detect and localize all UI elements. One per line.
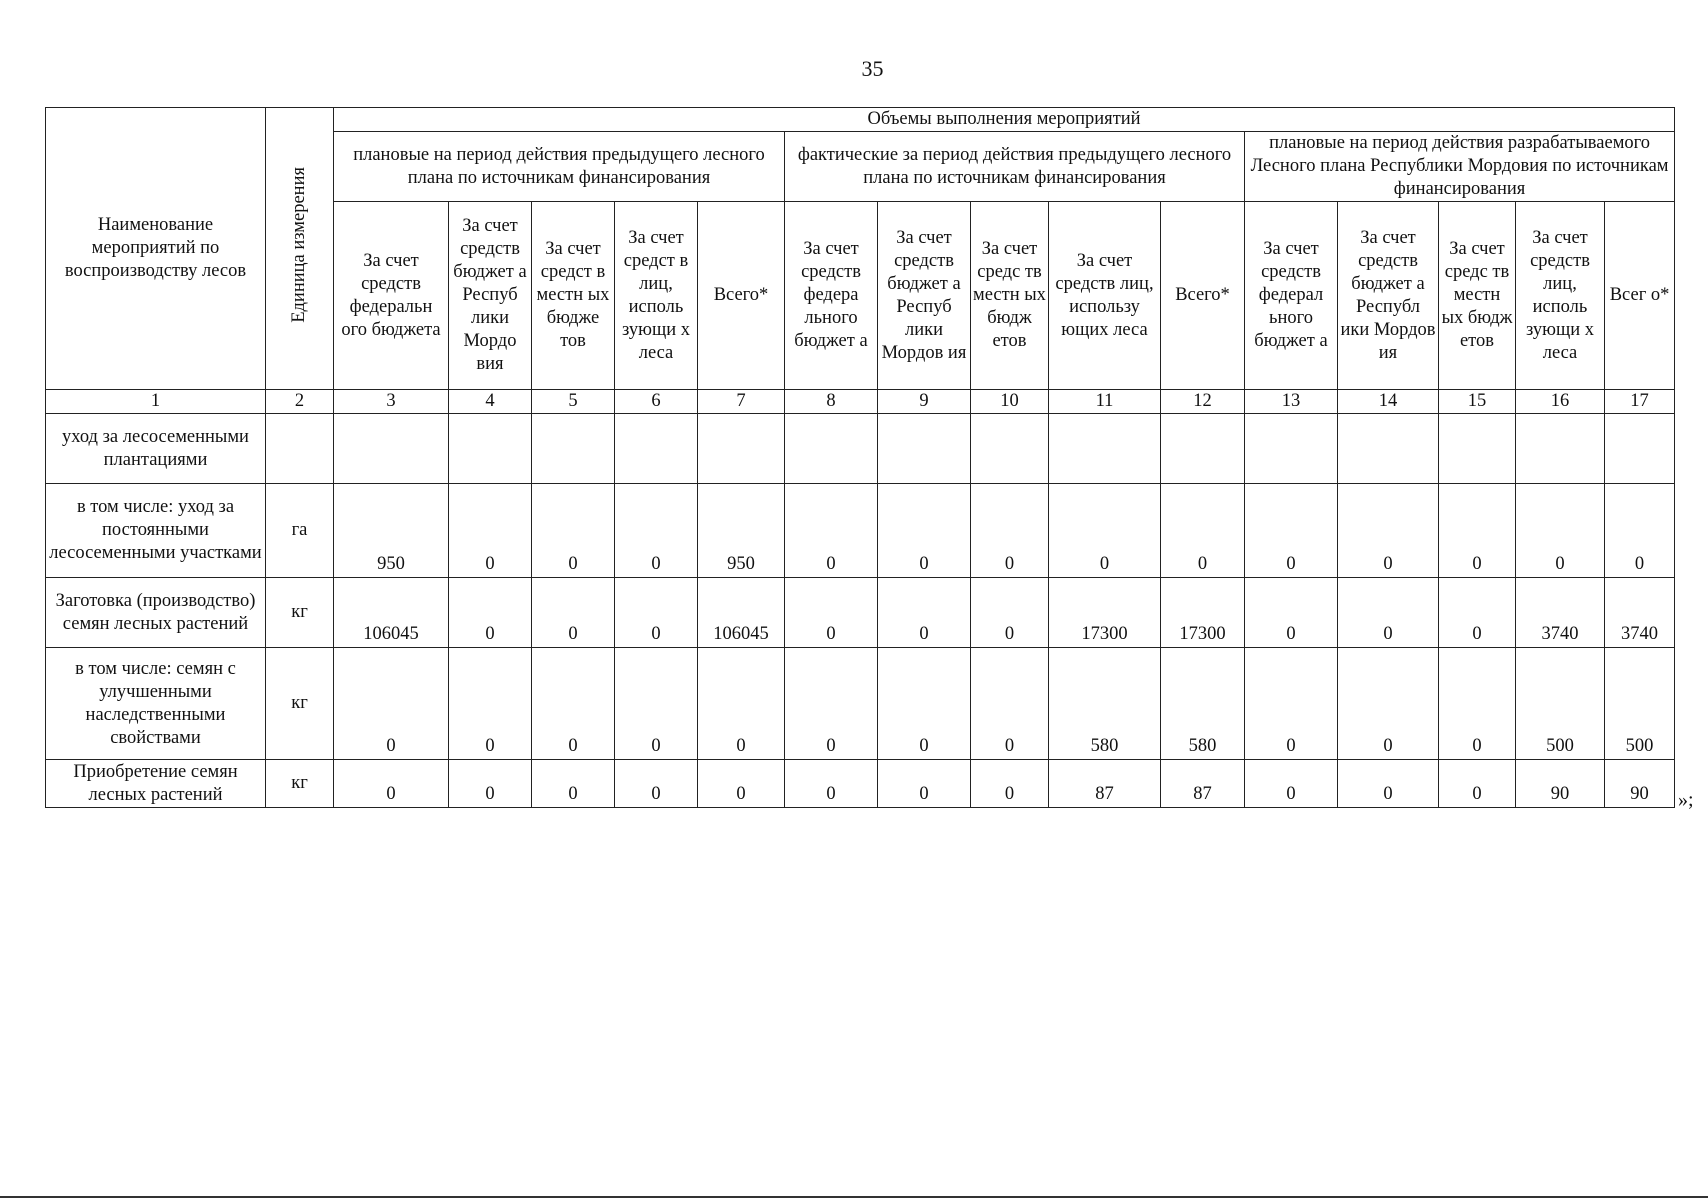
column-number: 15 — [1439, 390, 1516, 414]
row-value — [1049, 414, 1161, 484]
row-value: 0 — [878, 484, 971, 578]
row-value: 87 — [1161, 760, 1245, 808]
row-value: 0 — [449, 760, 532, 808]
row-unit: га — [266, 484, 334, 578]
row-value: 0 — [785, 760, 878, 808]
column-number: 7 — [698, 390, 785, 414]
row-value: 0 — [532, 578, 615, 648]
header-unit-label: Единица измерения — [289, 167, 309, 323]
row-value: 90 — [1516, 760, 1605, 808]
row-value: 0 — [1439, 760, 1516, 808]
row-unit: кг — [266, 760, 334, 808]
row-value — [615, 414, 698, 484]
row-value — [532, 414, 615, 484]
row-value: 0 — [971, 578, 1049, 648]
row-unit — [266, 414, 334, 484]
row-name: в том числе: уход за постоянными лесосеменными участками — [46, 484, 266, 578]
column-number: 12 — [1161, 390, 1245, 414]
row-value — [878, 414, 971, 484]
row-value — [1605, 414, 1675, 484]
row-value: 0 — [878, 760, 971, 808]
table-row — [46, 578, 1675, 648]
table-row — [46, 760, 1675, 808]
closing-mark: »; — [1678, 789, 1694, 811]
header-group-planned-new: плановые на период действия разрабатываемого Лесного плана Республики Мордовия по источникам финансирования — [1245, 132, 1675, 202]
row-value — [1245, 414, 1338, 484]
row-value: 106045 — [698, 578, 785, 648]
column-number: 6 — [615, 390, 698, 414]
column-number: 17 — [1605, 390, 1675, 414]
row-value: 0 — [1049, 484, 1161, 578]
header-sub: За счет средс тв местн ых бюдж етов — [1439, 202, 1516, 390]
header-sub: За счет средств бюджет а Республ ики Мордов ия — [1338, 202, 1439, 390]
row-value: 0 — [1516, 484, 1605, 578]
row-unit: кг — [266, 648, 334, 760]
row-value — [1516, 414, 1605, 484]
row-value: 0 — [449, 578, 532, 648]
row-value — [334, 414, 449, 484]
row-value: 87 — [1049, 760, 1161, 808]
header-sub: За счет средс тв местн ых бюдж етов — [971, 202, 1049, 390]
row-value: 0 — [1338, 648, 1439, 760]
header-sub: За счет средств лиц, исполь зующи х леса — [1516, 202, 1605, 390]
row-value: 950 — [698, 484, 785, 578]
row-value: 0 — [334, 760, 449, 808]
row-value: 90 — [1605, 760, 1675, 808]
column-number: 13 — [1245, 390, 1338, 414]
row-value: 0 — [971, 484, 1049, 578]
row-value: 0 — [785, 578, 878, 648]
row-value: 0 — [1439, 648, 1516, 760]
column-number: 5 — [532, 390, 615, 414]
row-value — [785, 414, 878, 484]
row-value: 0 — [449, 484, 532, 578]
header-sub: За счет средств федера льного бюджет а — [785, 202, 878, 390]
row-value: 0 — [532, 760, 615, 808]
header-unit — [266, 108, 334, 390]
row-value: 0 — [615, 648, 698, 760]
row-value: 0 — [878, 578, 971, 648]
row-value — [1161, 414, 1245, 484]
row-name: Приобретение семян лесных растений — [46, 760, 266, 808]
row-value: 500 — [1516, 648, 1605, 760]
column-number: 11 — [1049, 390, 1161, 414]
row-value: 950 — [334, 484, 449, 578]
table-body — [46, 414, 1675, 808]
row-value: 0 — [1439, 578, 1516, 648]
row-value: 0 — [1338, 484, 1439, 578]
header-volumes: Объемы выполнения мероприятий — [334, 108, 1675, 132]
table-row — [46, 484, 1675, 578]
row-value: 0 — [1245, 648, 1338, 760]
row-value — [449, 414, 532, 484]
header-sub: Всег о* — [1605, 202, 1675, 390]
row-value: 0 — [1439, 484, 1516, 578]
row-value — [698, 414, 785, 484]
header-sub: Всего* — [698, 202, 785, 390]
row-value: 0 — [334, 648, 449, 760]
row-value: 0 — [785, 648, 878, 760]
row-name: уход за лесосеменными плантациями — [46, 414, 266, 484]
column-number: 1 — [46, 390, 266, 414]
row-value: 0 — [1338, 578, 1439, 648]
column-number: 2 — [266, 390, 334, 414]
row-value: 0 — [878, 648, 971, 760]
row-value: 0 — [698, 760, 785, 808]
row-value: 0 — [615, 484, 698, 578]
row-value — [971, 414, 1049, 484]
row-value — [1439, 414, 1516, 484]
reforestation-table — [45, 107, 1675, 808]
row-unit: кг — [266, 578, 334, 648]
header-sub: За счет средств федерал ьного бюджет а — [1245, 202, 1338, 390]
row-value: 0 — [698, 648, 785, 760]
header-sub: За счет средст в местн ых бюдже тов — [532, 202, 615, 390]
row-value: 500 — [1605, 648, 1675, 760]
row-value: 0 — [532, 648, 615, 760]
column-number: 16 — [1516, 390, 1605, 414]
column-number: 10 — [971, 390, 1049, 414]
page-bottom-edge — [0, 1196, 1708, 1198]
row-value: 0 — [1245, 578, 1338, 648]
row-value: 0 — [1245, 760, 1338, 808]
header-sub: Всего* — [1161, 202, 1245, 390]
table-row — [46, 414, 1675, 484]
row-value: 0 — [1605, 484, 1675, 578]
row-value: 0 — [449, 648, 532, 760]
row-value: 3740 — [1605, 578, 1675, 648]
header-name: Наименование мероприятий по воспроизводству лесов — [46, 108, 266, 390]
table-row — [46, 648, 1675, 760]
header-sub: За счет средств бюджет а Респуб лики Мордо вия — [449, 202, 532, 390]
row-value: 0 — [615, 760, 698, 808]
column-number: 4 — [449, 390, 532, 414]
header-group-planned-prev: плановые на период действия предыдущего лесного плана по источникам финансирования — [334, 132, 785, 202]
header-sub: За счет средст в лиц, исполь зующи х леса — [615, 202, 698, 390]
header-group-actual-prev: фактические за период действия предыдущего лесного плана по источникам финансирования — [785, 132, 1245, 202]
page-number: 35 — [861, 56, 884, 81]
row-value: 0 — [785, 484, 878, 578]
column-number: 14 — [1338, 390, 1439, 414]
row-value: 0 — [1338, 760, 1439, 808]
row-value: 0 — [615, 578, 698, 648]
header-sub: За счет средств бюджет а Респуб лики Мордов ия — [878, 202, 971, 390]
row-value: 0 — [971, 760, 1049, 808]
row-value: 17300 — [1161, 578, 1245, 648]
row-value: 0 — [971, 648, 1049, 760]
row-value: 580 — [1161, 648, 1245, 760]
row-value: 0 — [1245, 484, 1338, 578]
row-value: 0 — [1161, 484, 1245, 578]
column-number: 8 — [785, 390, 878, 414]
row-value — [1338, 414, 1439, 484]
header-sub: За счет средств лиц, использу ющих леса — [1049, 202, 1161, 390]
column-number: 9 — [878, 390, 971, 414]
row-value: 17300 — [1049, 578, 1161, 648]
row-value: 0 — [532, 484, 615, 578]
column-number: 3 — [334, 390, 449, 414]
row-value: 3740 — [1516, 578, 1605, 648]
row-name: Заготовка (производство) семян лесных растений — [46, 578, 266, 648]
row-value: 580 — [1049, 648, 1161, 760]
header-sub: За счет средств федеральн ого бюджета — [334, 202, 449, 390]
row-name: в том числе: семян с улучшенными наследственными свойствами — [46, 648, 266, 760]
row-value: 106045 — [334, 578, 449, 648]
